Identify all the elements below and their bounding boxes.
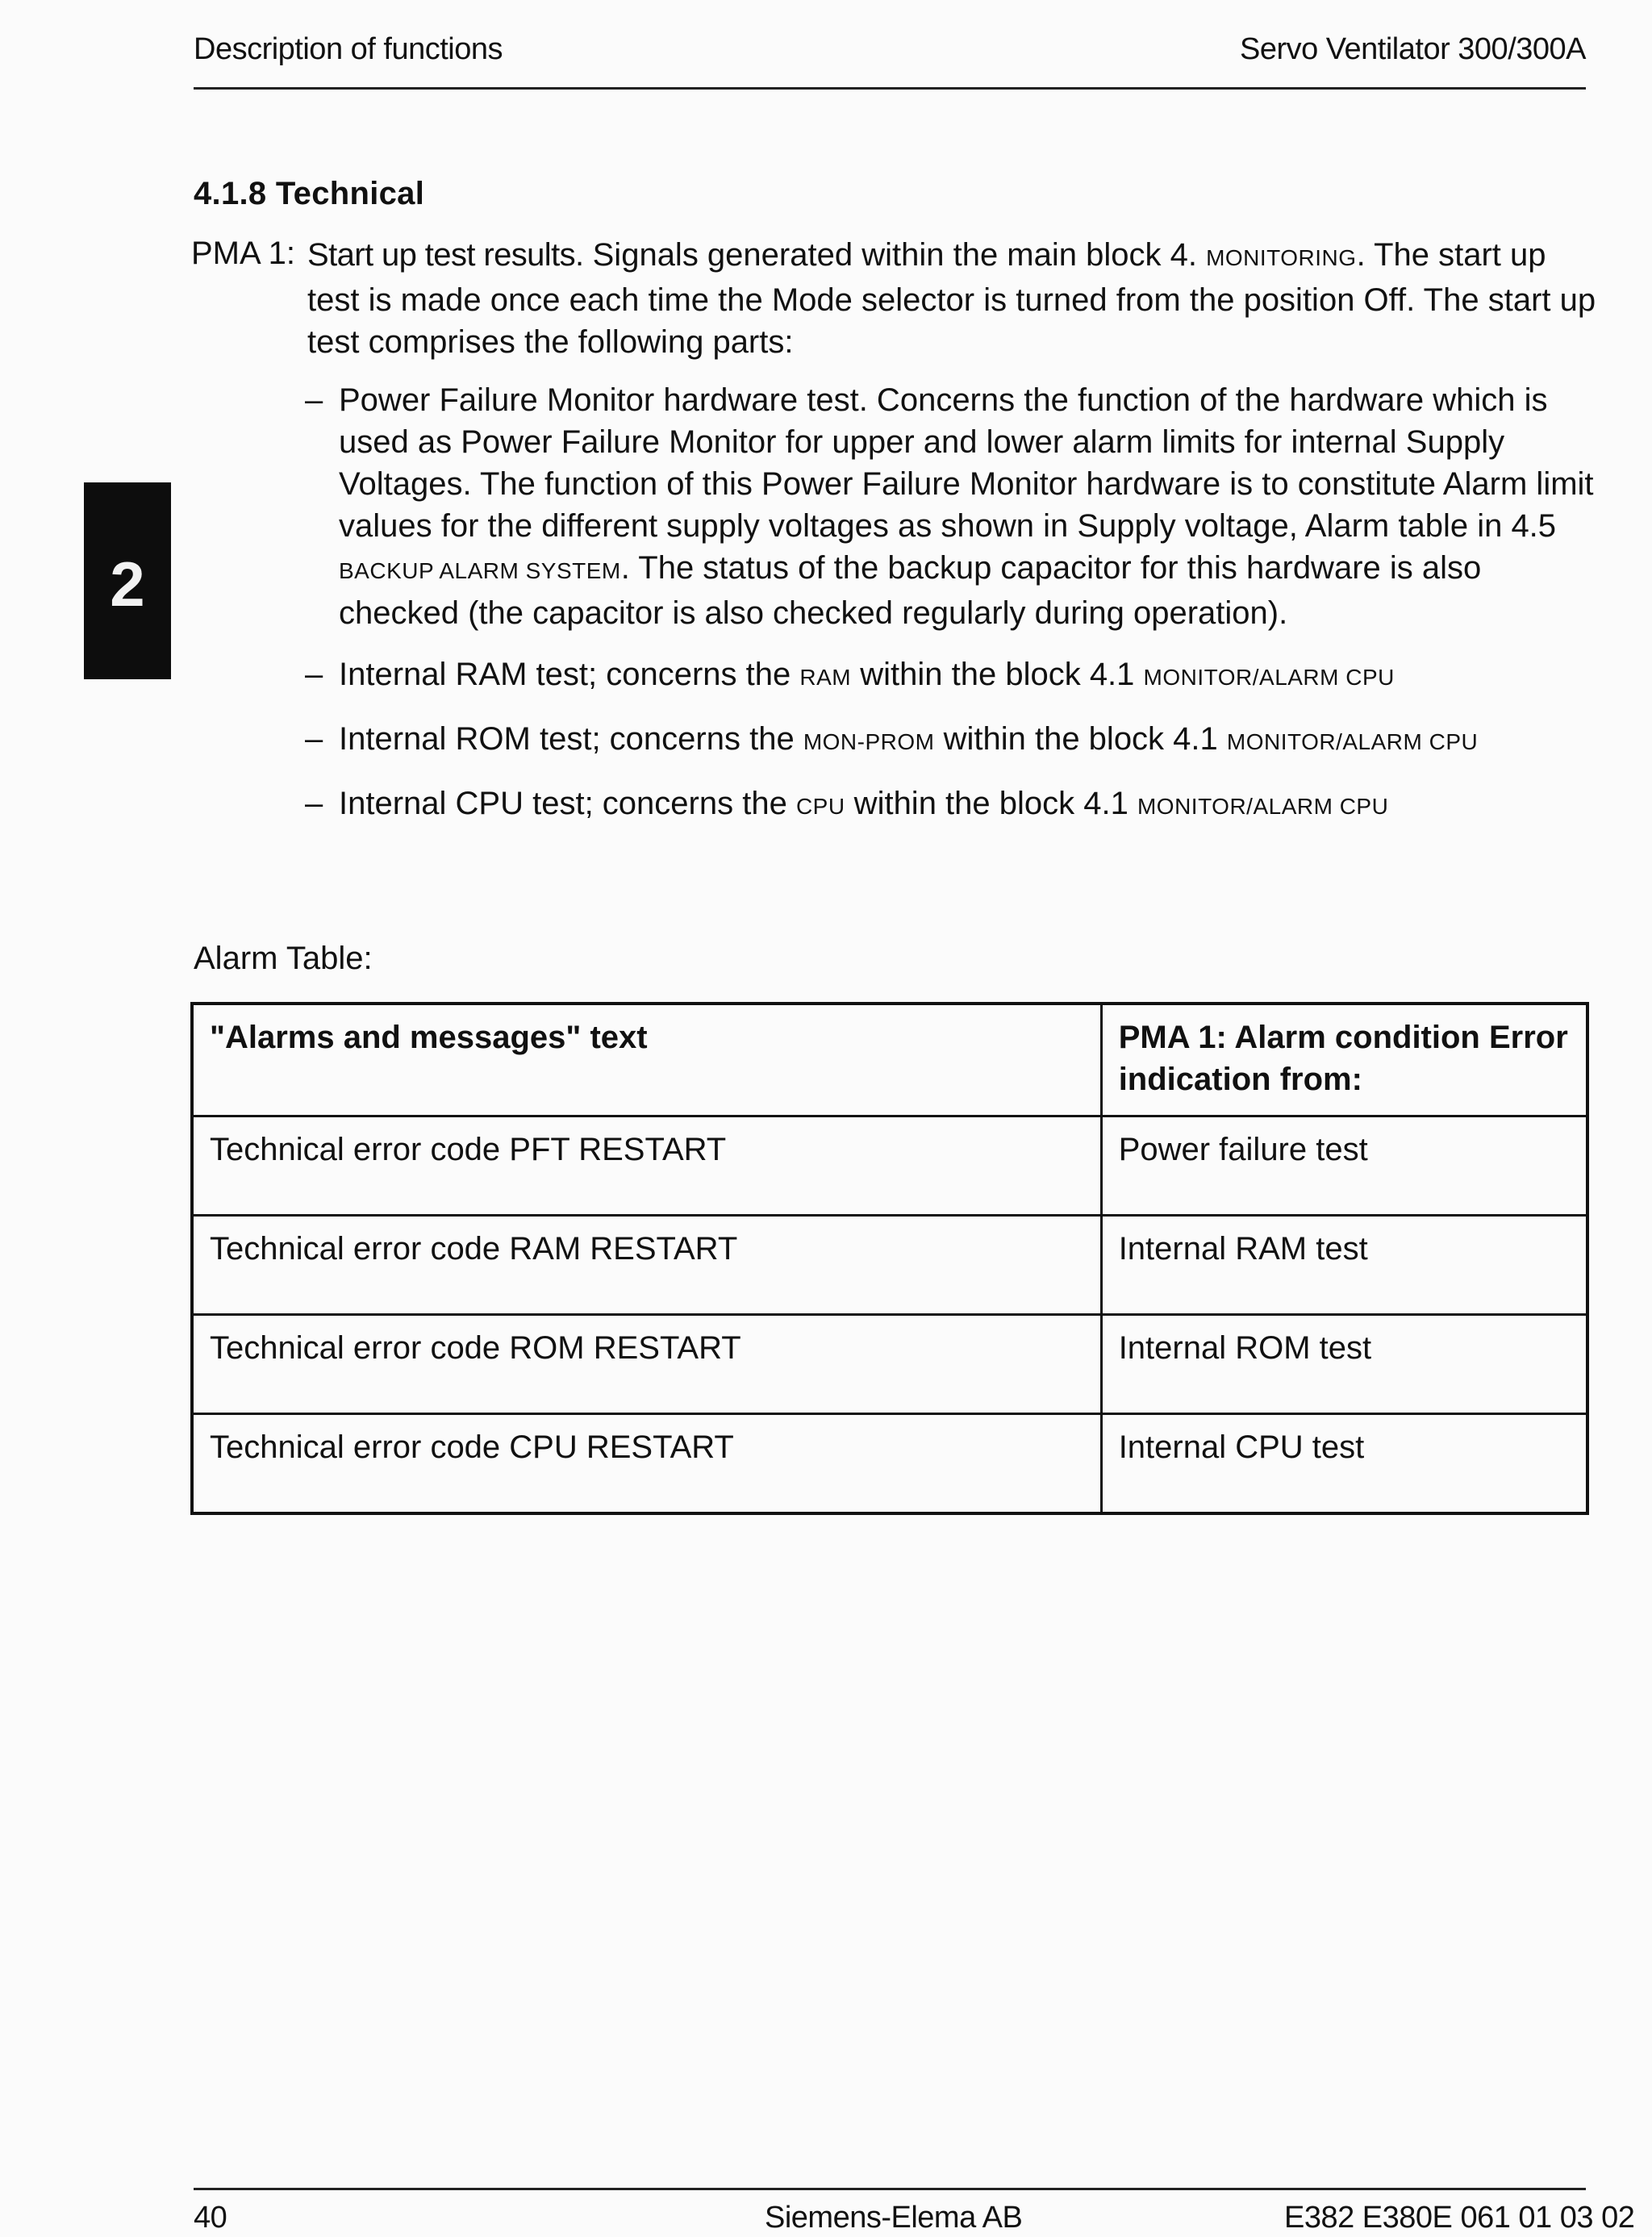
alarm-condition-cell: Internal ROM test [1101, 1315, 1587, 1414]
list-item-block-name: MON-PROM [803, 729, 935, 754]
list-dash: – [305, 382, 323, 418]
intro-text-2: . The start up test is made once each time the Mode selector is turned from the position Off. The start up test comprises the following parts: [307, 237, 1596, 360]
header-product-name: Servo Ventilator 300/300A [1239, 32, 1586, 66]
alarm-table [190, 1002, 1589, 1515]
list-dash: – [305, 657, 323, 692]
test-parts-list [305, 379, 1596, 847]
intro-lead: Start up test results. [307, 237, 584, 273]
alarm-condition-cell: Internal RAM test [1101, 1216, 1587, 1315]
list-item-block-name: MONITOR/ALARM CPU [1226, 729, 1479, 754]
list-item-text: within the block 4.1 [934, 721, 1227, 757]
table-header-row [192, 1004, 1587, 1116]
list-item-text: Power Failure Monitor hardware test. Concerns the function of the hardware which is used as Power Failure Monitor for upper and lower alarm limits for internal Supply Voltages. The function of this Power Failure Monitor hardware is to constitute Alarm limit values for the different supply voltages as shown in Supply voltage, Alarm table in 4.5 [339, 382, 1594, 544]
chapter-tab [84, 482, 171, 679]
footer-company: Siemens-Elema AB [765, 2201, 1023, 2235]
intro-text-1: Signals generated within the main block 4. [583, 237, 1207, 273]
list-item-block-name: MONITOR/ALARM CPU [1143, 665, 1395, 690]
list-item-text: . The status of the backup capacitor for this hardware is also checked (the capacitor is also checked regularly during operation). [339, 550, 1482, 631]
section-title: 4.1.8 Technical [194, 176, 425, 211]
chapter-tab-number: 2 [110, 549, 145, 620]
list-item [305, 783, 1596, 828]
alarm-text-cell: Technical error code RAM RESTART [192, 1216, 1101, 1315]
list-item-text: Internal ROM test; concerns the [339, 721, 803, 757]
table-row [192, 1414, 1587, 1514]
list-item-text: within the block 4.1 [851, 657, 1144, 692]
list-dash: – [305, 721, 323, 757]
table-row [192, 1116, 1587, 1216]
page-number: 40 [194, 2201, 227, 2235]
list-item-text: Internal RAM test; concerns the [339, 657, 800, 692]
alarm-text-cell: Technical error code PFT RESTART [192, 1116, 1101, 1216]
table-caption: Alarm Table: [194, 941, 373, 976]
list-item-text: Internal CPU test; concerns the [339, 786, 796, 821]
footer-rule [194, 2188, 1586, 2190]
list-item [305, 379, 1596, 634]
alarm-text-cell: Technical error code ROM RESTART [192, 1315, 1101, 1414]
table-row [192, 1315, 1587, 1414]
column-header-text: "Alarms and messages" text [192, 1004, 1101, 1116]
header-section-name: Description of functions [194, 32, 503, 66]
column-header-condition: PMA 1: Alarm condition Error indication from: [1101, 1004, 1587, 1116]
list-item-block-name: MONITOR/ALARM CPU [1137, 794, 1389, 819]
alarm-text-cell: Technical error code CPU RESTART [192, 1414, 1101, 1514]
alarm-condition-cell: Power failure test [1101, 1116, 1587, 1216]
list-item-block-name: RAM [799, 665, 852, 690]
footer-document-number: E382 E380E 061 01 03 02 [1284, 2201, 1635, 2235]
alarm-condition-cell: Internal CPU test [1101, 1414, 1587, 1514]
list-item-block-name: CPU [795, 794, 845, 819]
pma-label: PMA 1: [191, 236, 295, 271]
list-item-text: within the block 4.1 [845, 786, 1137, 821]
intro-paragraph [307, 234, 1598, 363]
intro-block-name: MONITORING [1206, 245, 1357, 270]
list-item-block-name: BACKUP ALARM SYSTEM [339, 558, 621, 583]
list-item [305, 653, 1596, 699]
table-row [192, 1216, 1587, 1315]
list-item [305, 718, 1596, 763]
list-dash: – [305, 786, 323, 821]
page-header [194, 31, 1586, 90]
